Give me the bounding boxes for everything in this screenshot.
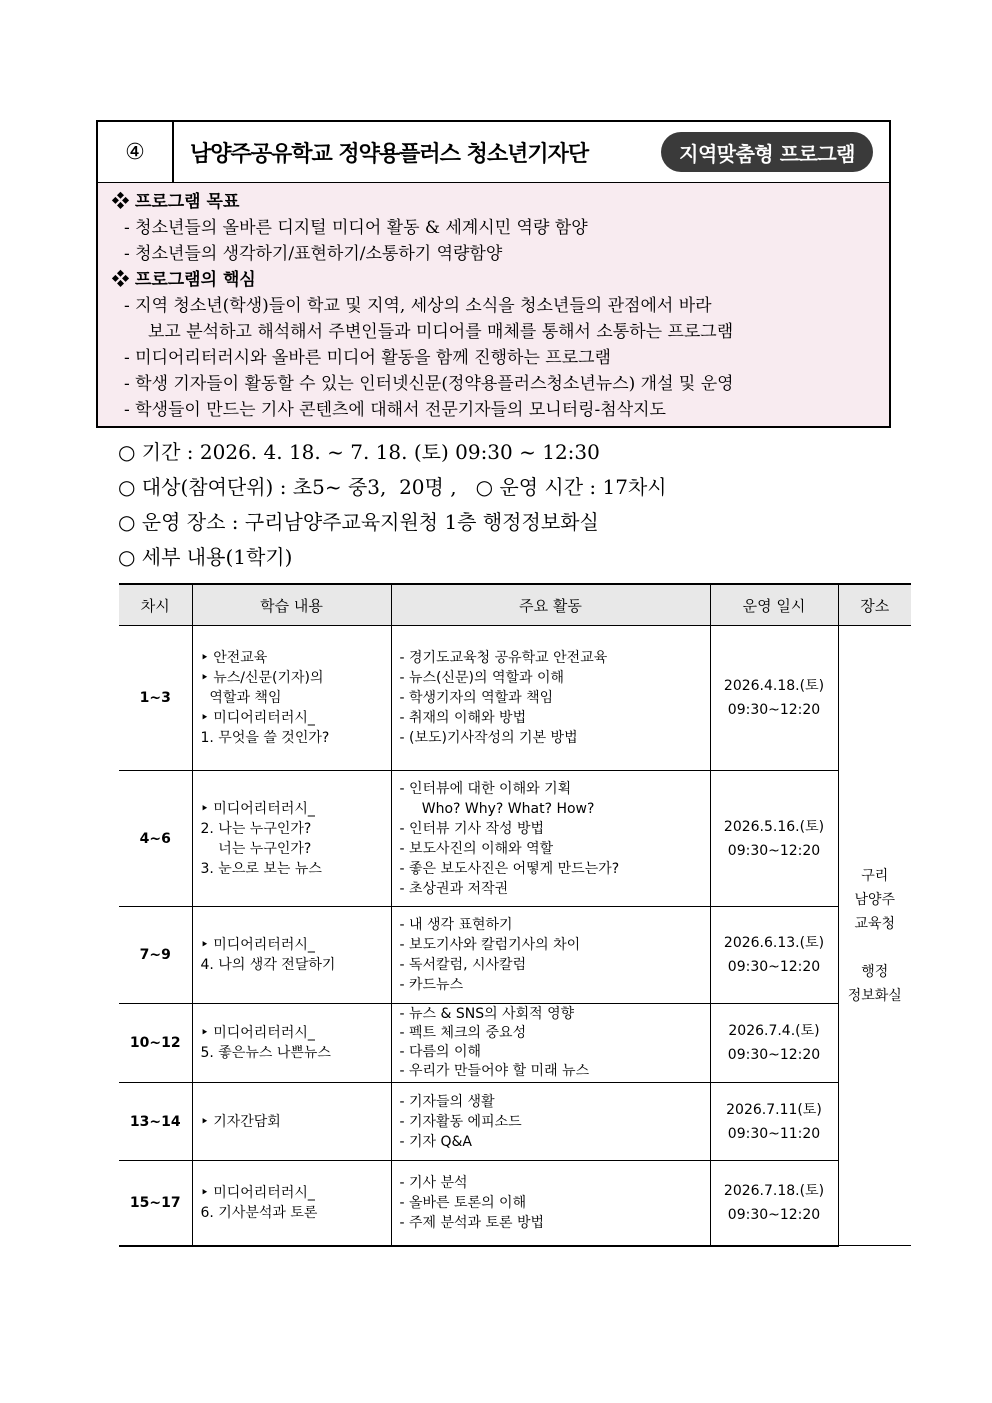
activity-line: - 기자활동 에피소드: [399, 1113, 522, 1130]
info-target: ○ 대상(참여단위) : 초5~ 중3, 20명 , ○ 운영 시간 : 17차시: [118, 475, 667, 499]
learning-line: ‣ 안전교육: [200, 650, 268, 666]
date-cell: [710, 1004, 838, 1083]
learning-cell: [192, 1161, 391, 1246]
place-line: 남양주: [854, 891, 896, 908]
activity-line: - 내 생각 표현하기: [399, 917, 513, 933]
learning-cell: [192, 907, 391, 1004]
learning-cell: [192, 771, 391, 907]
header-learning: 학습 내용: [192, 584, 391, 626]
learning-line: ‣ 뉴스/신문(기자)의: [200, 670, 324, 686]
goal-item: - 청소년들의 올바른 디지털 미디어 활동 & 세계시민 역량 함양: [124, 218, 588, 238]
learning-line: 2. 나는 누구인가?: [200, 820, 312, 837]
activity-line: - 인터뷰에 대한 이해와 기획: [399, 780, 572, 797]
activities-cell: [391, 1161, 710, 1246]
date-text: 2026.5.16.(토): [723, 818, 825, 835]
learning-line: ‣ 미디어리터러시_: [200, 800, 315, 817]
core-item: - 미디어리터러시와 올바른 미디어 활동을 함께 진행하는 프로그램: [124, 348, 611, 368]
session-cell: 4~6: [119, 771, 192, 907]
activity-line: - 기사 분석: [399, 1174, 468, 1191]
place-cell: [838, 626, 911, 1246]
header-session: 차시: [119, 584, 192, 626]
table-row: [119, 1161, 911, 1246]
info-period: ○ 기간 : 2026. 4. 18. ~ 7. 18. (토) 09:30 ~ 12:30: [118, 440, 600, 464]
time-text: 09:30~11:20: [727, 1125, 821, 1142]
program-title: 남양주공유학교 정약용플러스 청소년기자단: [190, 141, 589, 167]
table-row: [119, 907, 911, 1004]
activity-line: - 기자 Q&A: [399, 1133, 473, 1150]
core-item: - 학생들이 만드는 기사 콘텐츠에 대해서 전문기자들의 모니터링-첨삭지도: [124, 400, 666, 420]
time-text: 09:30~12:20: [727, 1206, 821, 1223]
activity-line: - 경기도교육청 공유학교 안전교육: [399, 650, 608, 666]
info-details: ○ 세부 내용(1학기): [118, 545, 293, 569]
place-line: 구리: [861, 867, 889, 884]
table-row: [119, 771, 911, 907]
date-cell: [710, 626, 838, 771]
learning-line: ‣ 미디어리터러시_: [200, 937, 315, 953]
activity-line: - 취재의 이해와 방법: [399, 710, 527, 726]
activities-cell: [391, 907, 710, 1004]
date-cell: [710, 771, 838, 907]
learning-cell: [192, 1083, 391, 1161]
goal-heading: ❖ 프로그램 목표: [112, 192, 240, 212]
activity-line: - 기자들의 생활: [399, 1093, 495, 1110]
session-cell: 1~3: [119, 626, 192, 771]
activity-line: - 우리가 만들어야 할 미래 뉴스: [399, 1063, 590, 1079]
date-cell: [710, 907, 838, 1004]
table-row: [119, 626, 911, 771]
activity-line: - 인터뷰 기사 작성 방법: [399, 820, 545, 837]
learning-cell: [192, 1004, 391, 1083]
activities-cell: [391, 1004, 710, 1083]
header-activities: 주요 활동: [391, 584, 710, 626]
activity-line: - 뉴스(신문)의 역할과 이해: [399, 670, 565, 686]
learning-line: 너는 누구인가?: [200, 840, 312, 857]
date-text: 2026.7.18.(토): [723, 1182, 825, 1199]
program-type-badge: 지역맞춤형 프로그램: [661, 132, 873, 172]
activity-line: - 보도기사와 칼럼기사의 차이: [399, 937, 581, 953]
core-item: - 지역 청소년(학생)들이 학교 및 지역, 세상의 소식을 청소년들의 관점에서 바라: [124, 296, 712, 316]
learning-line: ‣ 미디어리터러시_: [200, 1184, 315, 1201]
header-date: 운영 일시: [710, 584, 838, 626]
place-spacer: [840, 936, 911, 960]
place-line: 정보화실: [847, 987, 902, 1004]
activity-line: - 카드뉴스: [399, 977, 464, 993]
activities-cell: [391, 771, 710, 907]
learning-line: 1. 무엇을 쓸 것인가?: [200, 730, 330, 746]
goal-item: - 청소년들의 생각하기/표현하기/소통하기 역량함양: [124, 244, 503, 264]
session-cell: 13~14: [119, 1083, 192, 1161]
core-item-continued: 보고 분석하고 해석해서 주변인들과 미디어를 매체를 통해서 소통하는 프로그램: [148, 322, 734, 342]
activity-line: - 다름의 이해: [399, 1044, 482, 1060]
learning-line: 역할과 책임: [200, 690, 282, 706]
header-place: 장소: [838, 584, 911, 626]
session-cell: 10~12: [119, 1004, 192, 1083]
program-goal-box: [96, 183, 891, 428]
date-text: 2026.7.4.(토): [728, 1023, 820, 1039]
core-item: - 학생 기자들이 활동할 수 있는 인터넷신문(정약용플러스청소년뉴스) 개설 및 운영: [124, 374, 734, 394]
learning-line: ‣ 미디어리터러시_: [200, 710, 315, 726]
learning-cell: [192, 626, 391, 771]
time-text: 09:30~12:20: [727, 842, 821, 859]
time-text: 09:30~12:20: [727, 1047, 821, 1063]
learning-line: 4. 나의 생각 전달하기: [200, 957, 336, 973]
table-row: [119, 1083, 911, 1161]
program-header: [96, 120, 891, 184]
activity-line: - 뉴스 & SNS의 사회적 영향: [399, 1006, 575, 1022]
info-location: ○ 운영 장소 : 구리남양주교육지원청 1층 행정정보화실: [118, 510, 599, 534]
activity-line: - 초상권과 저작권: [399, 880, 509, 897]
date-text: 2026.6.13.(토): [723, 935, 825, 951]
learning-line: ‣ 기자간담회: [200, 1113, 281, 1130]
activity-line: Who? Why? What? How?: [399, 800, 595, 817]
time-text: 09:30~12:20: [727, 702, 821, 718]
activity-line: - 학생기자의 역할과 책임: [399, 690, 554, 706]
session-cell: 15~17: [119, 1161, 192, 1246]
program-number: ④: [98, 122, 174, 182]
activity-line: - 보도사진의 이해와 역할: [399, 840, 554, 857]
time-text: 09:30~12:20: [727, 959, 821, 975]
activity-line: - 올바른 토론의 이해: [399, 1194, 527, 1211]
learning-line: 6. 기사분석과 토론: [200, 1204, 318, 1221]
learning-line: 3. 눈으로 보는 뉴스: [200, 860, 322, 877]
activity-line: - (보도)기사작성의 기본 방법: [399, 730, 578, 746]
learning-line: ‣ 미디어리터러시_: [200, 1025, 315, 1041]
core-heading: ❖ 프로그램의 핵심: [112, 270, 256, 290]
date-text: 2026.4.18.(토): [723, 678, 825, 694]
activity-line: - 좋은 보도사진은 어떻게 만드는가?: [399, 860, 620, 877]
table-header-row: [119, 584, 911, 626]
date-text: 2026.7.11(토): [726, 1101, 822, 1118]
schedule-table: [119, 583, 911, 1247]
activities-cell: [391, 626, 710, 771]
activity-line: - 독서칼럼, 시사칼럼: [399, 957, 527, 973]
place-line: 행정: [861, 963, 889, 980]
session-cell: 7~9: [119, 907, 192, 1004]
date-cell: [710, 1083, 838, 1161]
activity-line: - 펙트 체크의 중요성: [399, 1025, 527, 1041]
date-cell: [710, 1161, 838, 1246]
learning-line: 5. 좋은뉴스 나쁜뉴스: [200, 1045, 331, 1061]
activity-line: - 주제 분석과 토론 방법: [399, 1214, 545, 1231]
table-row: [119, 1004, 911, 1083]
activities-cell: [391, 1083, 710, 1161]
place-line: 교육청: [854, 915, 896, 932]
